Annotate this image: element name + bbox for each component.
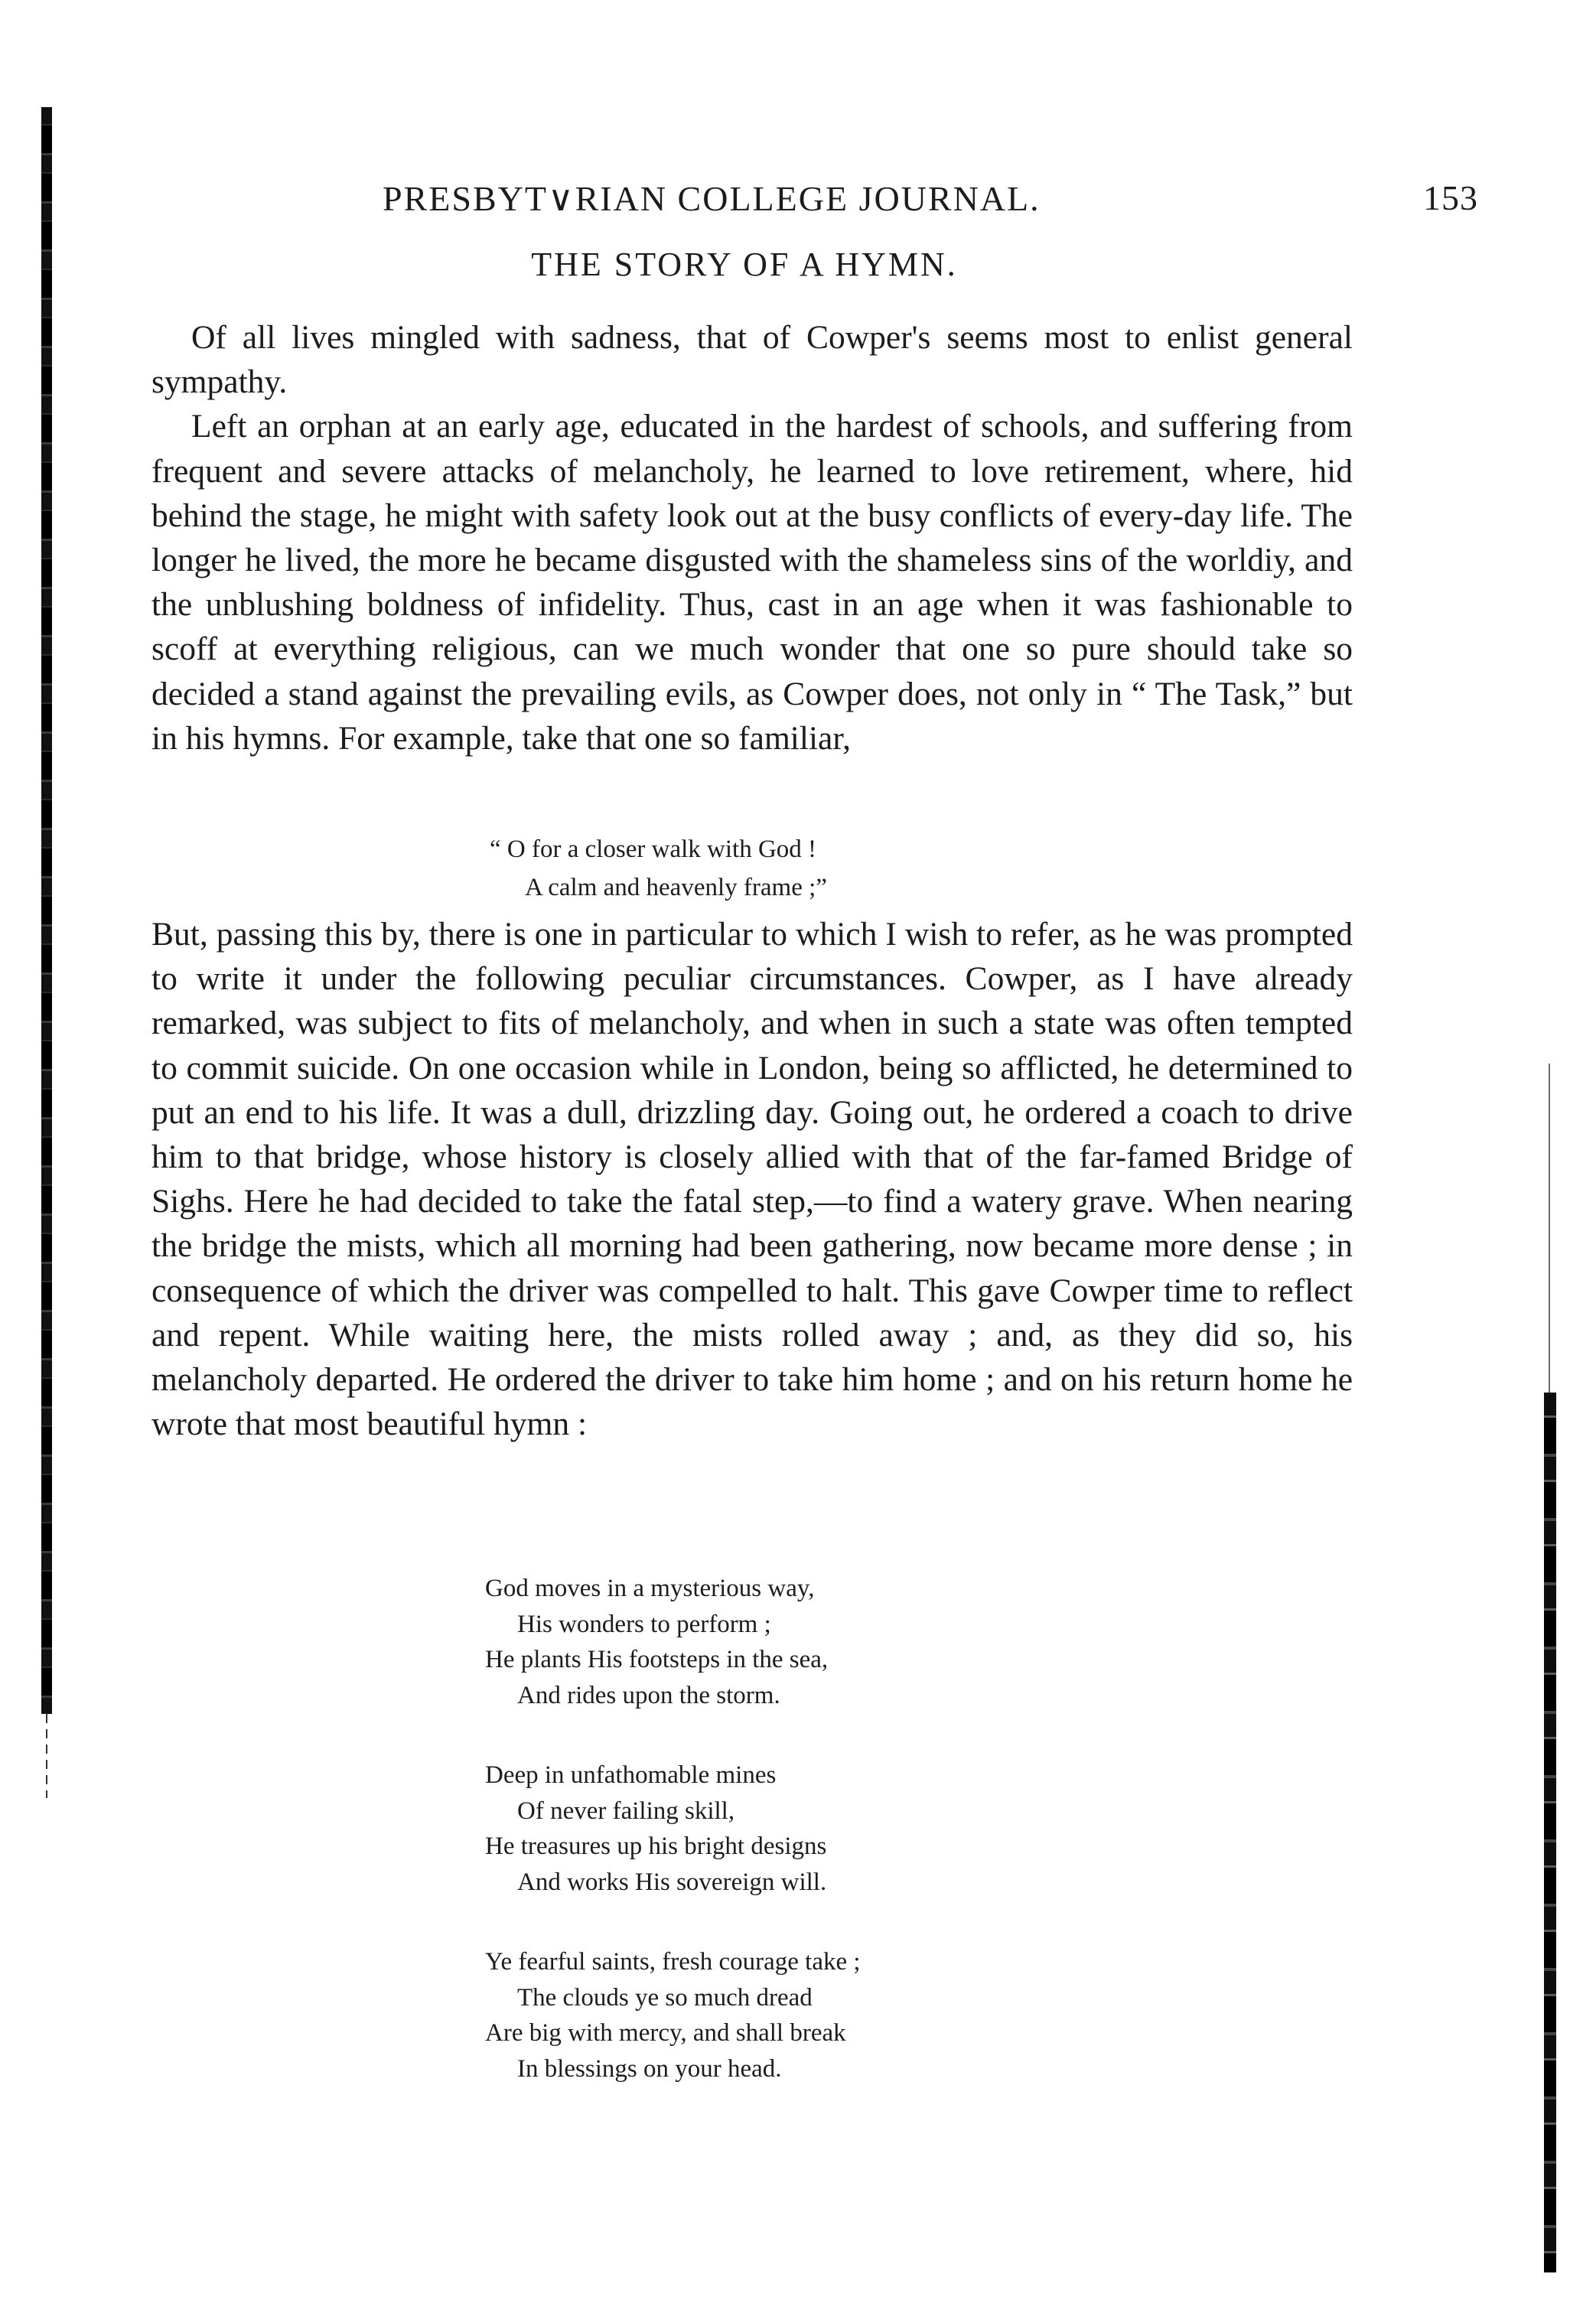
hymn-line: Of never failing skill, xyxy=(517,1797,735,1825)
quoted-verse xyxy=(490,830,827,907)
scan-edge-right-line xyxy=(1549,1064,1550,1393)
scan-edge-left-tail xyxy=(46,1714,47,1798)
hymn-stanza-2 xyxy=(485,1758,826,1900)
body-section-2 xyxy=(151,912,1353,1446)
hymn-line: In blessings on your head. xyxy=(517,2054,782,2083)
scan-edge-right-bar xyxy=(1544,1393,1556,2272)
quote-line-1: “ O for a closer walk with God ! xyxy=(490,836,817,863)
paragraph-2: Left an orphan at an early age, educated in the hardest of schools, and suffering from frequent and severe attacks of melancholy, he learned to love retirement, where, hid behind the stage, he might with safety look out at the busy conflicts of every-day life. The longer he lived, the more he became disgusted with the shameless sins of the worldiy, and the unblushing boldness of infidelity. Thus, cast in an age when it was fashionable to scoff at everything religious, can we much wonder that one so pure should take so decided a stand against the prevailing evils, as Cowper does, not only in “ The Task,” but in his hymns. For example, take that one so familiar, xyxy=(151,408,1353,757)
hymn-line: He treasures up his bright designs xyxy=(485,1832,827,1860)
scan-edge-left-bar xyxy=(41,107,52,1714)
hymn-line: Deep in unfathomable mines xyxy=(485,1761,777,1789)
hymn-stanza-1 xyxy=(485,1571,828,1713)
paragraph-1: Of all lives mingled with sadness, that of Cowper's seems most to enlist general sympathy. xyxy=(151,319,1353,401)
hymn-line: He plants His footsteps in the sea, xyxy=(485,1646,829,1673)
scan-edge-left xyxy=(37,107,55,1798)
hymn-line: Are big with mercy, and shall break xyxy=(485,2019,846,2047)
article-title xyxy=(0,245,1596,284)
body-section-1 xyxy=(151,315,1353,761)
hymn-line: God moves in a mysterious way, xyxy=(485,1575,815,1602)
hymn-line: Ye fearful saints, fresh courage take ; xyxy=(485,1948,861,1976)
scan-edge-right xyxy=(1538,1064,1568,2288)
quote-line-2: A calm and heavenly frame ;” xyxy=(525,874,827,901)
hymn-line: His wonders to perform ; xyxy=(517,1610,771,1638)
hymn-stanza-3 xyxy=(485,1944,861,2087)
hymn-line: And works His sovereign will. xyxy=(517,1868,827,1896)
hymn-line: And rides upon the storm. xyxy=(517,1681,780,1709)
paragraph-3: But, passing this by, there is one in particular to which I wish to refer, as he was prompted to write it under the following peculiar circumstances. Cowper, as I have already remarked, was subject to fits of melancholy, and when in such a state was often tempted to commit suicide. On one occasion while in London, being so afflicted, he determined to put an end to his life. It was a dull, drizzling day. Going out, he ordered a coach to drive him to that bridge, whose history is closely allied with that of the far-famed Bridge of Sighs. Here he had decided to take the fatal step,—to find a watery grave. When nearing the bridge the mists, which all morning had been gathering, now became more dense ; in consequence of which the driver was compelled to halt. This gave Cowper time to reflect and repent. While waiting here, the mists rolled away ; and, as they did so, his melancholy departed. He ordered the driver to take him home ; and on his return home he wrote that most beautiful hymn : xyxy=(151,916,1353,1443)
article-title-text: THE STORY OF A HYMN. xyxy=(531,246,958,283)
running-head: PRESBYT∨RIAN COLLEGE JOURNAL. xyxy=(383,179,1041,218)
hymn-line: The clouds ye so much dread xyxy=(517,1983,813,2012)
page-number: 153 xyxy=(1423,178,1478,217)
